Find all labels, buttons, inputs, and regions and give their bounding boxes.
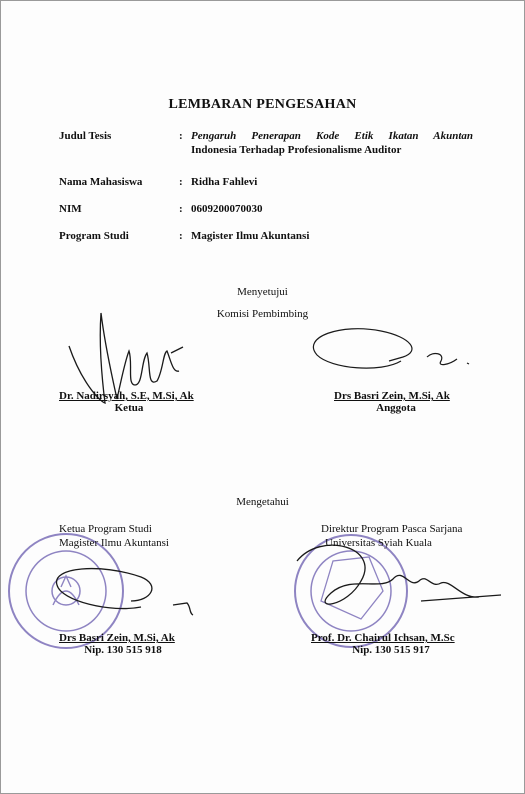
nim-colon: : (179, 203, 183, 215)
nama-label: Nama Mahasiswa (59, 176, 143, 188)
supervisor2-signature (313, 329, 469, 368)
left-signature (57, 569, 193, 615)
left-university-stamp (9, 534, 123, 648)
right-university-stamp (295, 535, 407, 647)
right-official-nip: Nip. 130 515 917 (352, 644, 430, 656)
supervisor2-name: Drs Basri Zein, M.Si, Ak (334, 390, 450, 402)
page-title: LEMBARAN PENGESAHAN (168, 97, 357, 112)
prodi-colon: : (179, 230, 183, 242)
supervisor2-role: Anggota (376, 402, 416, 414)
supervisor1-role: Ketua (114, 402, 144, 414)
judul-value-line1: Pengaruh Penerapan Kode Etik Ikatan Akuntan (191, 130, 473, 142)
prodi-label: Program Studi (59, 230, 129, 242)
left-official-nip: Nip. 130 515 918 (84, 644, 162, 656)
left-official-name: Drs Basri Zein, M.Si, Ak (59, 632, 175, 644)
right-title-line1: Direktur Program Pasca Sarjana (321, 523, 463, 535)
nama-value: Ridha Fahlevi (191, 176, 258, 188)
nim-label: NIM (59, 203, 82, 215)
judul-colon: : (179, 130, 183, 142)
right-official-name: Prof. Dr. Chairul Ichsan, M.Sc (311, 632, 455, 644)
judul-value-line2: Indonesia Terhadap Profesionalisme Auditor (191, 144, 402, 156)
mengetahui-heading: Mengetahui (236, 496, 289, 508)
nama-colon: : (179, 176, 183, 188)
left-title-line1: Ketua Program Studi (59, 523, 152, 535)
left-title-line2: Magister Ilmu Akuntansi (59, 537, 169, 549)
right-title-line2: Universitas Syiah Kuala (325, 537, 432, 549)
menyetujui-heading: Menyetujui (237, 286, 288, 298)
komisi-heading: Komisi Pembimbing (216, 308, 309, 320)
judul-label: Judul Tesis (59, 130, 112, 142)
supervisor1-name: Dr. Nadirsyah, S.E, M.Si, Ak (59, 390, 194, 402)
prodi-value: Magister Ilmu Akuntansi (191, 230, 310, 242)
right-signature (297, 545, 501, 604)
nim-value: 0609200070030 (191, 203, 263, 215)
